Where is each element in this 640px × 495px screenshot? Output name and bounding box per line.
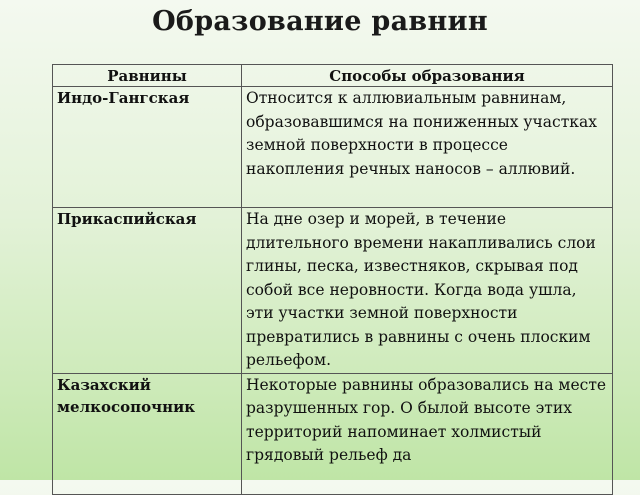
table-row — [53, 208, 613, 374]
plain-name-kazakh-uplands: Казахский мелкосопочник — [53, 373, 242, 494]
table-row — [53, 373, 613, 494]
plain-name-indo-gangetic: Индо-Гангская — [53, 87, 242, 208]
formation-description: Относится к аллювиальным равнинам, образовавшимся на пониженных участках земной поверхности в процессе накопления речных наносов – аллювий. — [242, 87, 613, 208]
table-row — [53, 87, 613, 208]
table-header-row — [53, 65, 613, 87]
formation-description: Некоторые равнины образовались на месте разрушенных гор. О былой высоте этих территорий напоминает холмистый грядовый рельеф да — [242, 373, 613, 494]
header-plains: Равнины — [53, 65, 242, 87]
slide-title: Образование равнин — [152, 6, 488, 37]
plains-formation-table — [52, 64, 613, 495]
formation-description: На дне озер и морей, в течение длительного времени накапливались слои глины, песка, известняков, скрывая под собой все неровности. Когда вода ушла, эти участки земной поверхности превратились в равнины с очень плоским рельефом. — [242, 208, 613, 374]
plain-name-caspian: Прикаспийская — [53, 208, 242, 374]
header-formation-methods: Способы образования — [242, 65, 613, 87]
